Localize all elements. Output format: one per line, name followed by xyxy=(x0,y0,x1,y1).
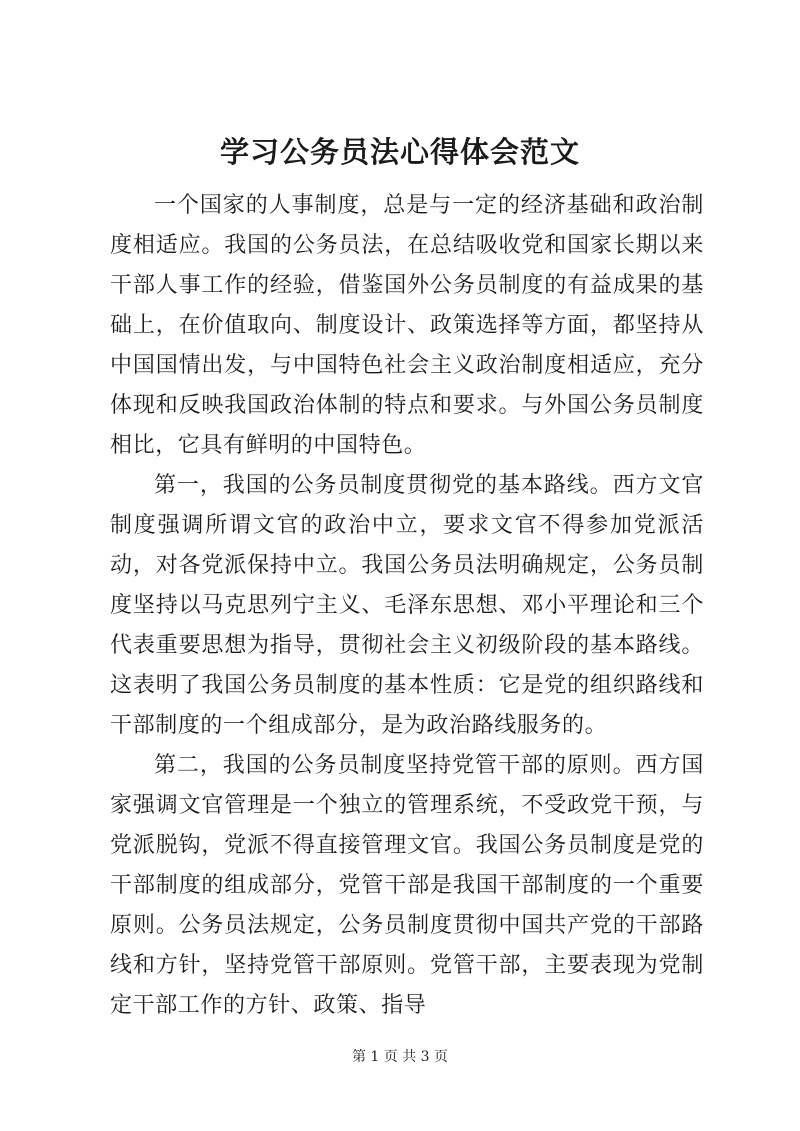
paragraph-intro: 一个国家的人事制度，总是与一定的经济基础和政治制度相适应。我国的公务员法，在总结吸收党和国家长期以来干部人事工作的经验，借鉴国外公务员制度的有益成果的基础上，在价值取向、制度设计、政策选择等方面，都坚持从中国国情出发，与中国特色社会主义政治制度相适应，充分体现和反映我国政治体制的特点和要求。与外国公务员制度相比，它具有鲜明的中国特色。 xyxy=(110,193,704,458)
document-body xyxy=(110,186,704,1026)
document-title: 学习公务员法心得体会范文 xyxy=(219,135,580,169)
paragraph-first-point: 第一，我国的公务员制度贯彻党的基本路线。西方文官制度强调所谓文官的政治中立，要求文官不得参加党派活动，对各党派保持中立。我国公务员法明确规定，公务员制度坚持以马克思列宁主义、毛泽东思想、邓小平理论和三个代表重要思想为指导，贯彻社会主义初级阶段的基本路线。这表明了我国公务员制度的基本性质：它是党的组织路线和干部制度的一个组成部分，是为政治路线服务的。 xyxy=(110,473,704,738)
page-number-footer: 第 1 页 共 3 页 xyxy=(351,1049,449,1065)
paragraph-second-point: 第二，我国的公务员制度坚持党管干部的原则。西方国家强调文官管理是一个独立的管理系统，不受政党干预，与党派脱钩，党派不得直接管理文官。我国公务员制度是党的干部制度的组成部分，党管干部是我国干部制度的一个重要原则。公务员法规定，公务员制度贯彻中国共产党的干部路线和方针，坚持党管干部原则。党管干部，主要表现为党制定干部工作的方针、政策、指导 xyxy=(110,753,704,1018)
